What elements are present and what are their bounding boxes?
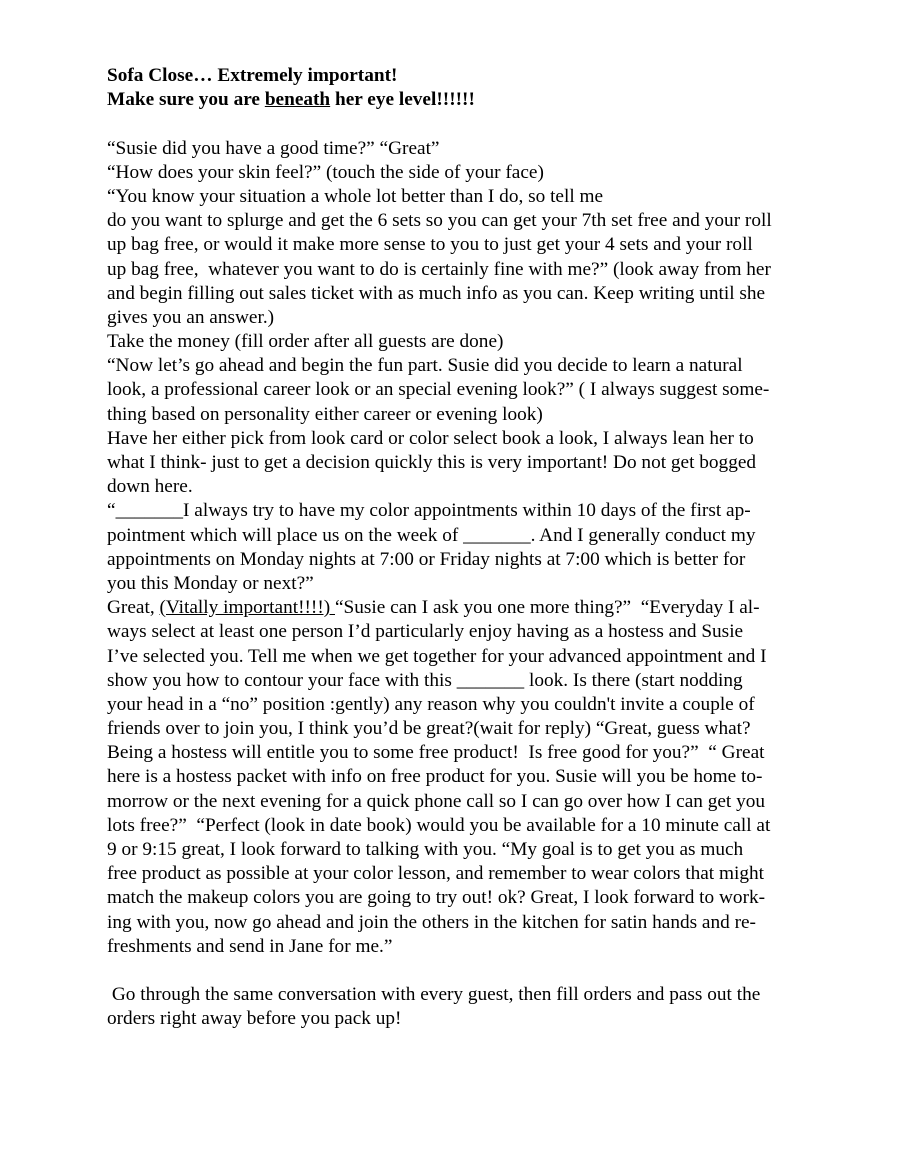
text-line: [107, 499, 842, 523]
text-fragment: . And I generally conduct my: [530, 524, 756, 546]
text-fragment: “Susie can I ask you one more thing?” “Everyday I al-: [335, 597, 760, 619]
text-line: you this Monday or next?”: [107, 572, 314, 594]
blank-line: [107, 112, 842, 136]
text-fragment: look. Is there (start nodding: [524, 669, 743, 691]
fill-in-blank: _______: [456, 669, 525, 691]
underlined-phrase: (Vitally important!!!!): [159, 597, 335, 619]
text-line: appointments on Monday nights at 7:00 or Friday nights at 7:00 which is better for: [107, 548, 746, 570]
text-line: [107, 669, 842, 693]
text-line: ways select at least one person I’d particularly enjoy having as a hostess and Susie: [107, 621, 744, 643]
text-line: do you want to splurge and get the 6 sets so you can get your 7th set free and your roll: [107, 210, 772, 232]
heading-line-2: [107, 88, 842, 112]
text-line: gives you an answer.): [107, 306, 275, 328]
text-line: “Susie did you have a good time?” “Great”: [107, 137, 440, 159]
text-line: down here.: [107, 476, 193, 498]
text-line: up bag free, or would it make more sense to you to just get your 4 sets and your roll: [107, 234, 753, 256]
text-line: “Now let’s go ahead and begin the fun part. Susie did you decide to learn a natural: [107, 355, 743, 377]
text-fragment: Great,: [107, 597, 160, 619]
text-line: “How does your skin feel?” (touch the side of your face): [107, 161, 544, 183]
text-line: look, a professional career look or an special evening look?” ( I always suggest some-: [107, 379, 770, 401]
text-line: I’ve selected you. Tell me when we get together for your advanced appointment and I: [107, 645, 767, 667]
closing-line: orders right away before you pack up!: [107, 1008, 402, 1030]
fill-in-blank: _______: [463, 524, 531, 546]
text-fragment: pointment which will place us on the week of: [107, 524, 464, 546]
text-fragment: show you how to contour your face with this: [107, 669, 457, 691]
underlined-word: beneath: [264, 89, 331, 111]
text-line: match the makeup colors you are going to try out! ok? Great, I look forward to work-: [107, 887, 766, 909]
text-line: “You know your situation a whole lot better than I do, so tell me: [107, 185, 604, 207]
text-line: your head in a “no” position :gently) any reason why you couldn't invite a couple of: [107, 693, 755, 715]
text-line: here is a hostess packet with info on free product for you. Susie will you be home to-: [107, 766, 763, 788]
heading-text: her eye level!!!!!!: [330, 89, 475, 111]
text-line: morrow or the next evening for a quick phone call so I can go over how I can get you: [107, 790, 766, 812]
blank-line: [107, 959, 842, 983]
text-line: Have her either pick from look card or color select book a look, I always lean her to: [107, 427, 754, 449]
fill-in-blank: _______: [115, 500, 184, 522]
text-line: Being a hostess will entitle you to some free product! Is free good for you?” “ Great: [107, 742, 765, 764]
heading-text: Make sure you are: [107, 89, 265, 111]
text-fragment: I always try to have my color appointments within 10 days of the first ap-: [183, 500, 751, 522]
text-line: [107, 524, 842, 548]
closing-line: Go through the same conversation with every guest, then fill orders and pass out the: [107, 984, 761, 1006]
text-line: what I think- just to get a decision quickly this is very important! Do not get bogged: [107, 452, 757, 473]
text-line: ing with you, now go ahead and join the others in the kitchen for satin hands and re-: [107, 911, 756, 933]
text-line: free product as possible at your color lesson, and remember to wear colors that might: [107, 863, 764, 885]
text-fragment: “: [107, 500, 116, 522]
text-line: Take the money (fill order after all guests are done): [107, 331, 504, 353]
text-line: 9 or 9:15 great, I look forward to talking with you. “My goal is to get you as much: [107, 839, 744, 860]
text-line: thing based on personality either career or evening look): [107, 403, 543, 425]
text-line: and begin filling out sales ticket with as much info as you can. Keep writing until she: [107, 282, 766, 304]
heading-line-1: Sofa Close… Extremely important!: [107, 65, 398, 86]
text-line: freshments and send in Jane for me.”: [107, 935, 393, 957]
text-line: [107, 596, 842, 620]
text-line: friends over to join you, I think you’d be great?(wait for reply) “Great, guess what?: [107, 718, 751, 740]
text-line: up bag free, whatever you want to do is certainly fine with me?” (look away from her: [107, 258, 771, 280]
text-line: lots free?” “Perfect (look in date book) would you be available for a 10 minute call at: [107, 814, 771, 836]
document-page: [107, 64, 842, 1032]
